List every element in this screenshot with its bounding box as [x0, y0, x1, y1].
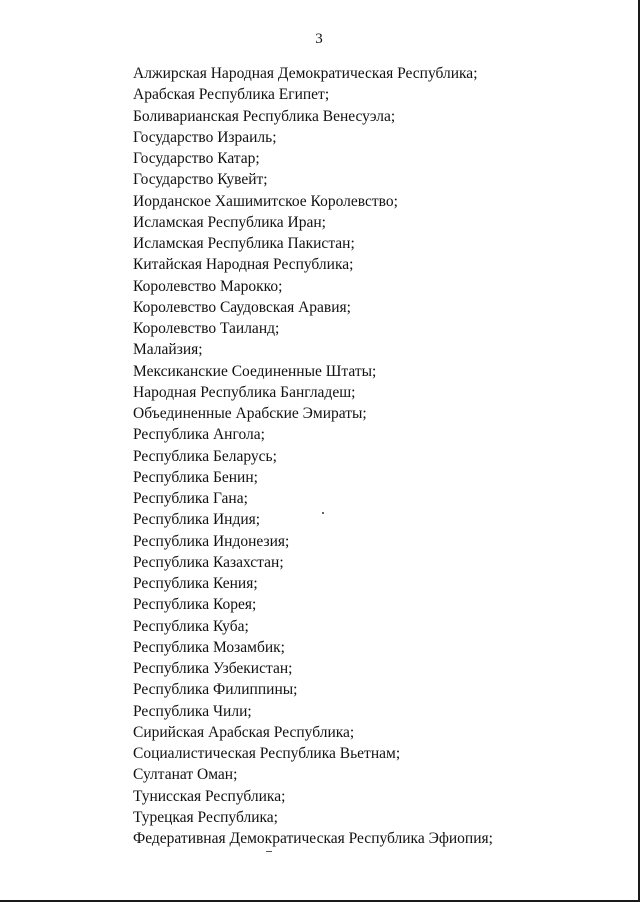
list-item: Мексиканские Соединенные Штаты;	[133, 362, 377, 380]
list-item: Народная Республика Бангладеш;	[133, 383, 356, 401]
scan-mark	[266, 851, 272, 852]
list-item: Алжирская Народная Демократическая Республика;	[133, 65, 478, 82]
list-item: Турецкая Республика;	[133, 808, 278, 826]
scan-speck	[322, 512, 324, 514]
list-item: Государство Кувейт;	[133, 171, 268, 189]
list-item: Малайзия;	[133, 341, 203, 359]
list-item: Исламская Республика Пакистан;	[133, 235, 355, 252]
country-list	[133, 63, 493, 849]
list-item: Республика Корея;	[133, 596, 257, 614]
list-item: Государство Катар;	[133, 150, 260, 167]
list-item: Республика Индонезия;	[133, 532, 290, 550]
list-item: Федеративная Демократическая Республика Эфиопия;	[133, 830, 493, 847]
list-item: Республика Мозамбик;	[133, 638, 285, 656]
list-item: Государство Израиль;	[133, 128, 277, 146]
list-item: Республика Казахстан;	[133, 553, 284, 571]
list-item: Боливарианская Республика Венесуэла;	[133, 107, 396, 125]
list-item: Арабская Республика Египет;	[133, 86, 330, 104]
list-item: Королевство Марокко;	[133, 277, 283, 295]
list-item: Республика Кения;	[133, 575, 258, 592]
list-item: Исламская Республика Иран;	[133, 213, 326, 231]
list-item: Тунисская Республика;	[133, 787, 286, 805]
list-item: Республика Бенин;	[133, 468, 258, 486]
list-item: Республика Гана;	[133, 490, 248, 507]
page-number: 3	[315, 31, 323, 47]
list-item: Республика Индия;	[133, 511, 261, 529]
list-item: Султанат Оман;	[133, 766, 238, 784]
list-item: Королевство Саудовская Аравия;	[133, 298, 351, 316]
list-item: Китайская Народная Республика;	[133, 256, 354, 274]
list-item: Королевство Таиланд;	[133, 320, 280, 337]
list-item: Республика Ангола;	[133, 426, 265, 444]
list-item: Республика Куба;	[133, 617, 249, 635]
list-item: Республика Филиппины;	[133, 681, 298, 699]
list-item: Республика Чили;	[133, 702, 252, 720]
list-item: Республика Беларусь;	[133, 447, 277, 465]
list-item: Сирийская Арабская Республика;	[133, 723, 355, 741]
list-item: Республика Узбекистан;	[133, 660, 293, 677]
list-item: Иорданское Хашимитское Королевство;	[133, 192, 398, 210]
list-item: Социалистическая Республика Вьетнам;	[133, 745, 401, 762]
list-item: Объединенные Арабские Эмираты;	[133, 405, 367, 422]
